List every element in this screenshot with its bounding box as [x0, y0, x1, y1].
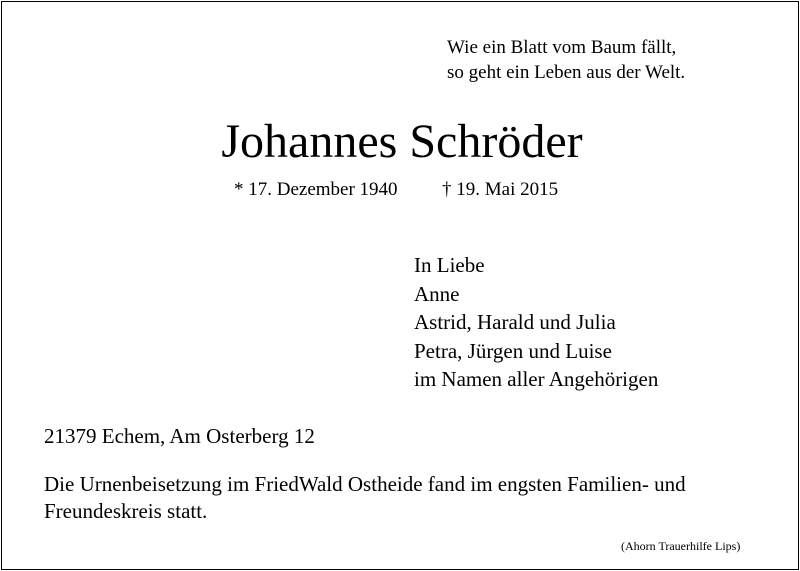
mourner-line: Petra, Jürgen und Luise [414, 338, 612, 363]
notice-line: Die Urnenbeisetzung im FriedWald Ostheide fand im engsten Familien- und [44, 472, 686, 496]
mourner-line: Anne [414, 281, 460, 306]
address: 21379 Echem, Am Osterberg 12 [44, 424, 315, 448]
quote-line: Wie ein Blatt vom Baum fällt, [447, 37, 677, 58]
burial-notice [44, 471, 744, 525]
death-date: † 19. Mai 2015 [442, 179, 559, 200]
mourner-line: im Namen aller Angehörigen [414, 367, 659, 391]
birth-date: * 17. Dezember 1940 [234, 179, 398, 200]
obituary-card [1, 1, 799, 570]
mourner-line: Astrid, Harald und Julia [414, 310, 616, 334]
mourners-block [414, 251, 658, 394]
quote-line: so geht ein Leben aus der Welt. [447, 62, 686, 83]
mourners-intro: In Liebe [414, 253, 485, 277]
quote [447, 35, 685, 85]
deceased-name: Johannes Schröder [221, 115, 583, 168]
funeral-home-credit: (Ahorn Trauerhilfe Lips) [621, 539, 741, 553]
notice-line: Freundeskreis statt. [44, 499, 208, 523]
